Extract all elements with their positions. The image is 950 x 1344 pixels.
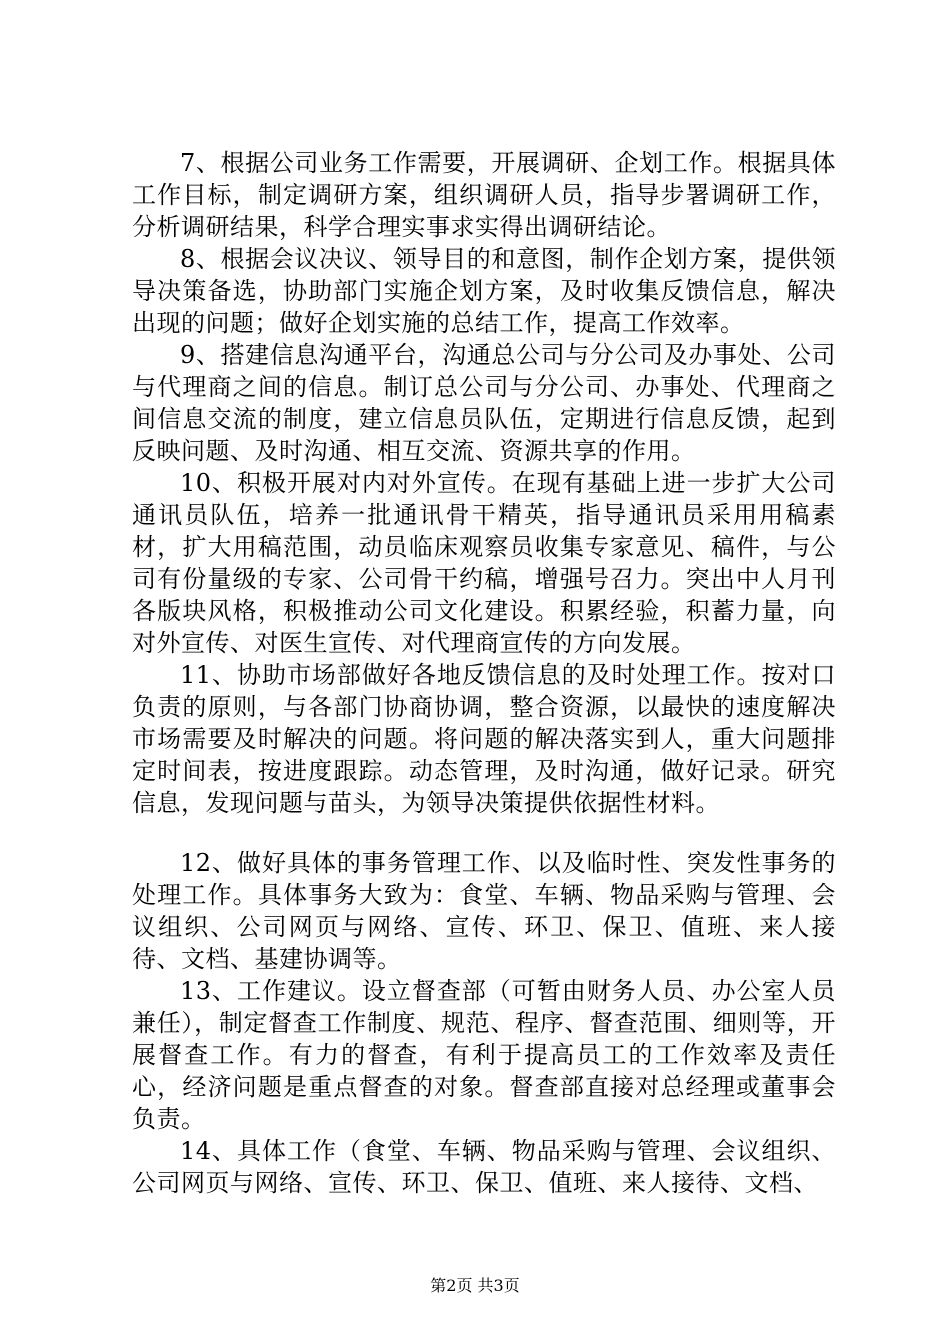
paragraph-11: 11、协助市场部做好各地反馈信息的及时处理工作。按对口负责的原则，与各部门协商协调，整合资源，以最快的速度解决市场需要及时解决的问题。将问题的解决落实到人，重大问题排定时间表，按进度跟踪。动态管理，及时沟通，做好记录。研究信息，发现问题与苗头，为领导决策提供依据性材料。 <box>132 661 836 817</box>
paragraph-7: 7、根据公司业务工作需要，开展调研、企划工作。根据具体工作目标，制定调研方案，组织调研人员，指导步署调研工作，分析调研结果，科学合理实事求实得出调研结论。 <box>132 149 836 241</box>
paragraph-10: 10、积极开展对内对外宣传。在现有基础上进一步扩大公司通讯员队伍，培养一批通讯骨干精英，指导通讯员采用用稿素材，扩大用稿范围，动员临床观察员收集专家意见、稿件，与公司有份量级的专家、公司骨干约稿，增强号召力。突出中人月刊各版块风格，积极推动公司文化建设。积累经验，积蓄力量，向对外宣传、对医生宣传、对代理商宣传的方向发展。 <box>132 469 836 657</box>
paragraph-13: 13、工作建议。设立督查部（可暂由财务人员、办公室人员兼任），制定督查工作制度、规范、程序、督查范围、细则等，开展督查工作。有力的督查，有利于提高员工的工作效率及责任心，经济问题是重点督查的对象。督查部直接对总经理或董事会负责。 <box>132 977 836 1133</box>
page-number-footer: 第2页 共3页 <box>430 1276 520 1295</box>
paragraph-8: 8、根据会议决议、领导目的和意图，制作企划方案，提供领导决策备选，协助部门实施企划方案，及时收集反馈信息，解决出现的问题；做好企划实施的总结工作，提高工作效率。 <box>132 245 836 337</box>
paragraph-9: 9、搭建信息沟通平台，沟通总公司与分公司及办事处、公司与代理商之间的信息。制订总公司与分公司、办事处、代理商之间信息交流的制度，建立信息员队伍，定期进行信息反馈，起到反映问题、及时沟通、相互交流、资源共享的作用。 <box>132 341 836 465</box>
paragraph-spacer <box>132 819 836 847</box>
paragraph-14: 14、具体工作（食堂、车辆、物品采购与管理、会议组织、公司网页与网络、宣传、环卫、保卫、值班、来人接待、文档、 <box>132 1137 836 1197</box>
document-body <box>132 147 836 1199</box>
paragraph-12: 12、做好具体的事务管理工作、以及临时性、突发性事务的处理工作。具体事务大致为：食堂、车辆、物品采购与管理、会议组织、公司网页与网络、宣传、环卫、保卫、值班、来人接待、文档、基建协调等。 <box>132 849 836 973</box>
